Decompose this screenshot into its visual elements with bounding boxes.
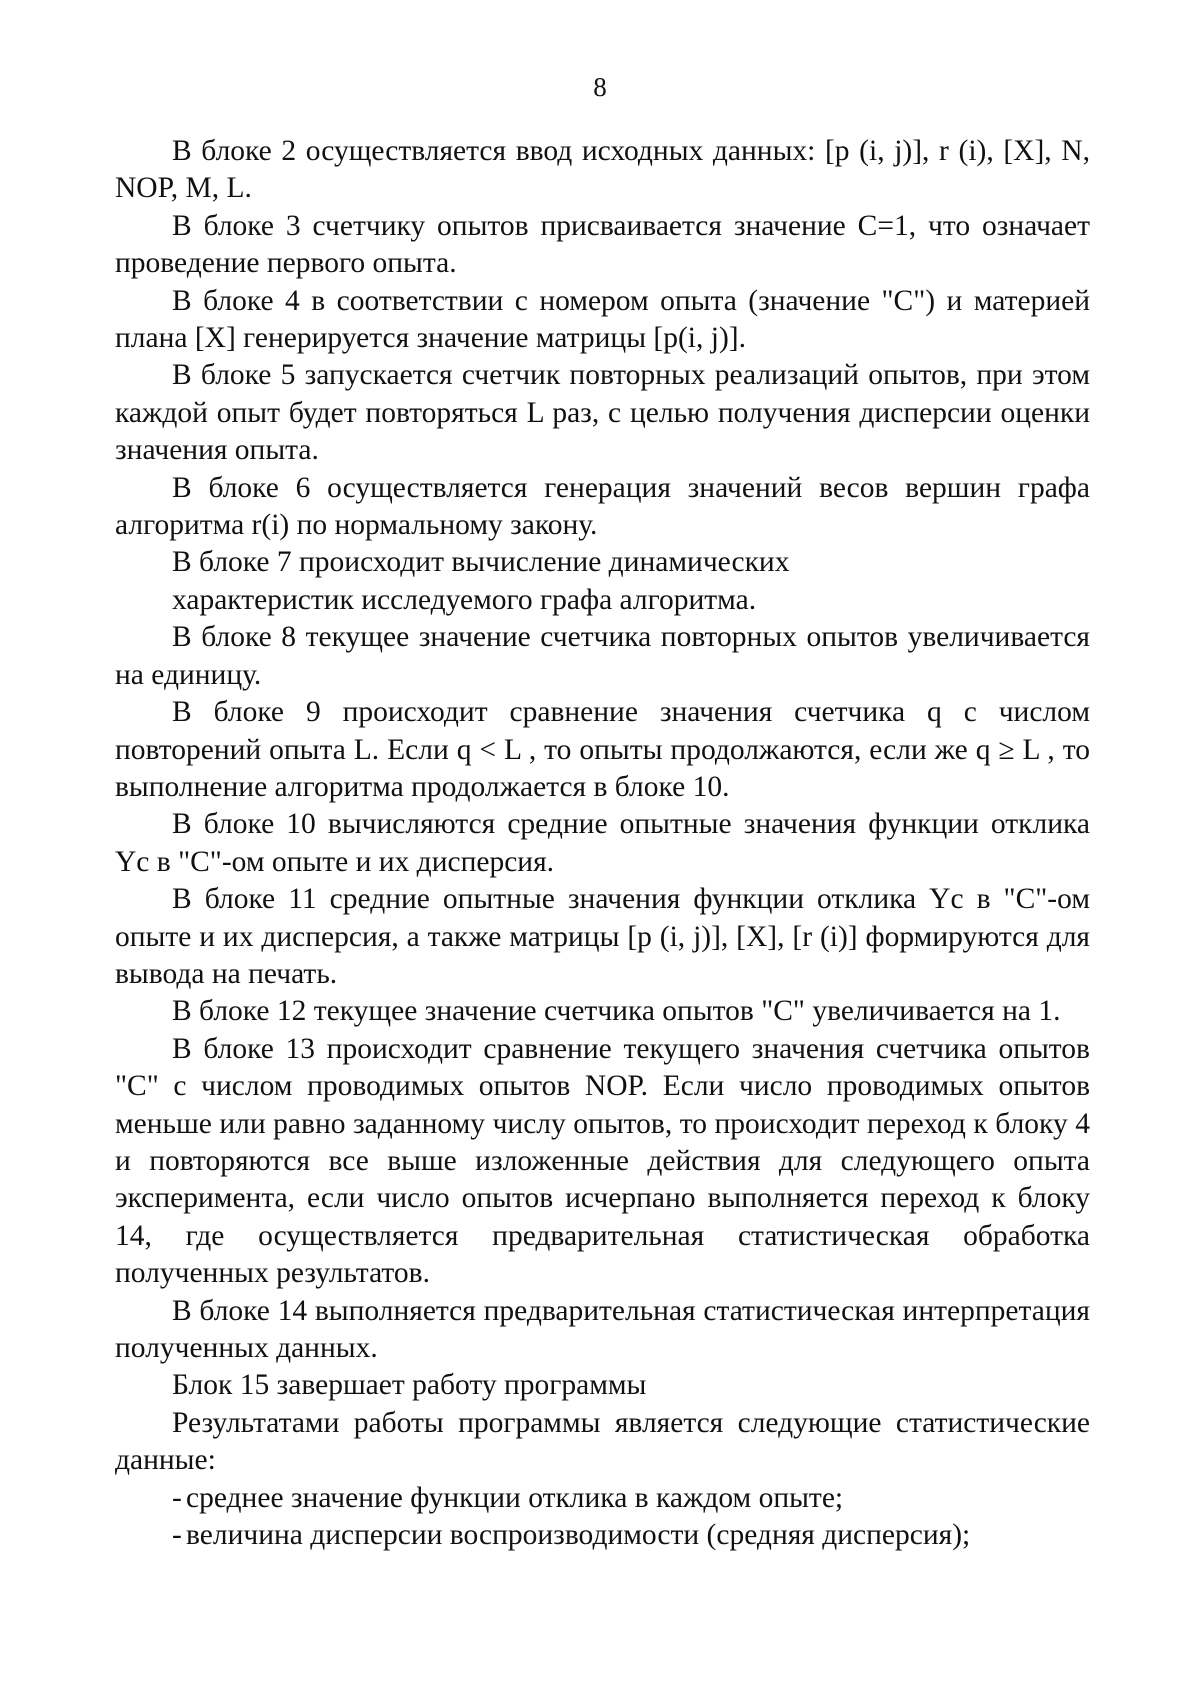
paragraph-block-7: В блоке 7 происходит вычисление динамических xyxy=(172,546,790,579)
paragraph-results-intro: Результатами работы программы является следующие статистические данные: xyxy=(115,1406,1090,1477)
paragraph-block-9: В блоке 9 происходит сравнение значения счетчика q с числом повторений опыта L. Если q < L , то опыты продолжаются, если же q ≥ L , то выполнение алгоритма продолжается в блоке 10. xyxy=(115,696,1090,803)
list-marker: - xyxy=(172,1481,182,1514)
paragraph-block-8: В блоке 8 текущее значение счетчика повторных опытов увеличивается на единицу. xyxy=(115,621,1090,691)
paragraph-block-3: В блоке 3 счетчику опытов присваивается значение C=1, что означает проведение первого опыта. xyxy=(115,209,1090,280)
page-body xyxy=(115,133,1090,1554)
paragraph-block-11: В блоке 11 средние опытные значения функции отклика Yc в "С"-ом опыте и их дисперсия, а также матрицы [p (i, j)], [X], [r (i)] формируются для вывода на печать. xyxy=(115,883,1090,990)
list-item xyxy=(115,1517,1090,1554)
paragraph-block-13: В блоке 13 происходит сравнение текущего значения счетчика опытов "С" с числом проводимых опытов NOP. Если число проводимых опытов меньше или равно заданному числу опытов, то происходит переход к блоку 4 и повторяются все выше изложенные действия для следующего опыта эксперимента, если число опытов исчерпано выполняется переход к блоку 14, где осуществляется предварительная статистическая обработка полученных результатов. xyxy=(115,1032,1090,1290)
paragraph-block-2: В блоке 2 осуществляется ввод исходных данных: [p (i, j)], r (i), [X], N, NOP, M, L. xyxy=(115,135,1090,205)
paragraph-block-5: В блоке 5 запускается счетчик повторных реализаций опытов, при этом каждой опыт будет повторяться L раз, с целью получения дисперсии оценки значения опыта. xyxy=(115,359,1090,467)
list-item-text: среднее значение функции отклика в каждом опыте; xyxy=(186,1481,844,1514)
list-marker: - xyxy=(172,1519,182,1552)
paragraph-block-7-continued: характеристик исследуемого графа алгоритма. xyxy=(172,583,757,616)
paragraph-block-10: В блоке 10 вычисляются средние опытные значения функции отклика Yc в "С"-ом опыте и их дисперсия. xyxy=(115,808,1090,878)
paragraph-block-12: В блоке 12 текущее значение счетчика опытов "С" увеличивается на 1. xyxy=(172,995,1061,1028)
list-item-text: величина дисперсии воспроизводимости (средняя дисперсия); xyxy=(186,1519,971,1552)
paragraph-block-15: Блок 15 завершает работу программы xyxy=(172,1369,647,1402)
paragraph-block-14: В блоке 14 выполняется предварительная статистическая интерпретация полученных данных. xyxy=(115,1294,1090,1364)
paragraph-block-4: В блоке 4 в соответствии с номером опыта (значение "С") и материей плана [X] генерируется значение матрицы [p(i, j)]. xyxy=(115,284,1090,355)
paragraph-block-6: В блоке 6 осуществляется генерация значений весов вершин графа алгоритма r(i) по нормальному закону. xyxy=(115,471,1090,542)
list-item xyxy=(115,1480,1090,1517)
page-number: 8 xyxy=(593,72,607,102)
